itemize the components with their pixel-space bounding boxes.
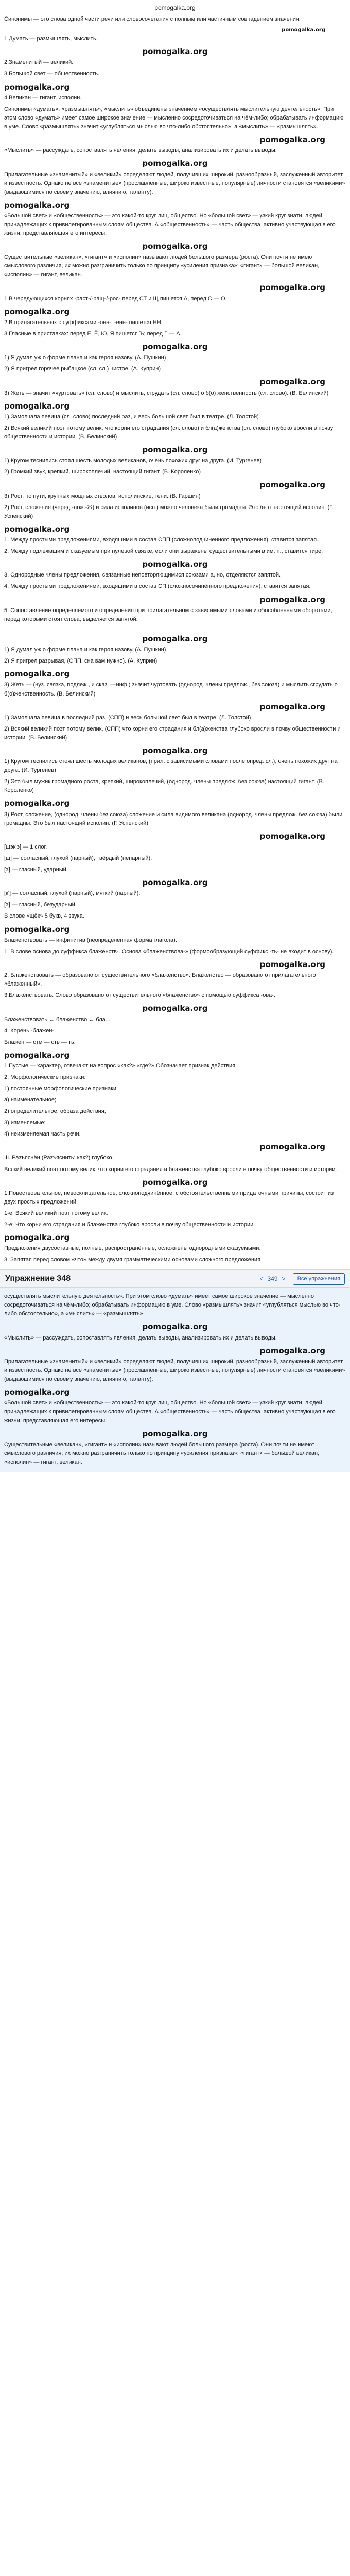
watermark: pomogalka.org	[142, 1322, 208, 1332]
text-line: 2-е: Что корни его страдания и блаженства глубоко вросли в почву общественности и истории.	[4, 1221, 255, 1228]
text-line: 2. Блаженствовать — образовано от существительного «блаженство». Блаженство — образовано от прилагательного «блаженный».	[4, 972, 316, 988]
watermark: pomogalka.org	[259, 959, 325, 969]
text-line: 1. Между простыми предложениями, входящими в состав СПП (сложноподчинённого предложения), ставится запятая.	[4, 537, 319, 544]
watermark: pomogalka.org	[259, 480, 325, 490]
text-line: [к'] — согласный, глухой (парный), мягкий (парный).	[4, 890, 141, 897]
text-line: Существительные «великан», «гигант» и «исполин» называют людей большого размера (роста). Они почти не имеют смыслового различия, их можно разграничить только по принципу «усиления признака»: «гигант» — большой великан, «исполин» — гигант, великан.	[4, 1441, 320, 1465]
text-line: «Мыслить» — рассуждать, сопоставлять явления, делать выводы, анализировать их и делать выводы.	[4, 147, 277, 154]
answer-block-1	[4, 15, 346, 624]
watermark: pomogalka.org	[282, 27, 325, 33]
text-line: а) наименательное;	[4, 1097, 56, 1104]
text-line: [шэк'э] — 1 слог.	[4, 843, 47, 850]
next-exercise-number[interactable]: 349	[267, 1275, 278, 1283]
text-line: Синонимы — это слова одной части речи или словосочетания с полным или частичным совпадением значения.	[4, 15, 301, 22]
text-line: 1) Замолчала певица (сл. слово) последний раз, и весь большой свет был в театре. (Л. Толстой)	[4, 413, 259, 420]
text-line: 1) постоянные морфологические признаки:	[4, 1085, 118, 1092]
watermark: pomogalka.org	[4, 1387, 70, 1397]
text-line: 2) Всякий великий поэт потому велик, что корни его страдания (сл. слово) и бл(а)женства (сл. слово) глубоко вросли в почву общественности и истории. (В. Белинский)	[4, 425, 334, 440]
text-line: Блажен — стм — ств — ть.	[4, 1039, 76, 1045]
watermark: pomogalka.org	[142, 560, 208, 569]
watermark: pomogalka.org	[259, 702, 325, 711]
text-line: 3) Жеть — (нуз. связка, подлеж., и сказ. —инф.) значит чуртовать (однород. члены предлож., без союза) и мыслить сгрудать о б(о)женственность. (В. Белинский)	[4, 682, 338, 697]
text-line: В слове «щёк» 5 букв, 4 звука.	[4, 913, 84, 920]
watermark: pomogalka.org	[142, 745, 208, 755]
text-line: «Большой свет» и «общественность» — это какой-то круг лиц, общество. Но «большой свет» — узкий круг знати, людей, принадлежащих к привилегированным слоям общества. А «общественность» — часть общества, активно участвующая в его жизни, представляющая его интересы.	[4, 1400, 336, 1424]
watermark: pomogalka.org	[4, 82, 70, 92]
prev-exercise-button[interactable]: <	[259, 1275, 264, 1283]
text-line: 1) Я думал уж о форме плана и как героя назову. (А. Пушкин)	[4, 647, 166, 653]
answer-block-3	[0, 1288, 350, 1472]
all-exercises-button[interactable]: Все упражнения	[293, 1273, 345, 1285]
answer-block-2	[4, 633, 346, 1264]
text-line: 2.В прилагательных с суффиксами -онн-, -енн- пишется НН.	[4, 319, 163, 326]
watermark: pomogalka.org	[142, 1177, 208, 1187]
watermark: pomogalka.org	[142, 242, 208, 251]
watermark: pomogalka.org	[142, 1429, 208, 1438]
watermark: pomogalka.org	[142, 159, 208, 168]
text-line: 3.Гласные в приставках: перед Е, Ё, Ю, Я пишется Ъ; перед Г — А.	[4, 331, 182, 337]
text-line: 1-е: Всякий великий поэт потому велик.	[4, 1210, 108, 1216]
watermark: pomogalka.org	[4, 1050, 70, 1060]
watermark: pomogalka.org	[4, 1233, 70, 1242]
watermark: pomogalka.org	[142, 634, 208, 643]
watermark: pomogalka.org	[259, 595, 325, 604]
text-line: Прилагательные «знаменитый» и «великий» определяют людей, получивших широкий, разнообразный, заслуженный авторитет и известность. Однако не все «знаменитые» (прославленные, широко известные, популярные) личности становятся «великими» (выдающимися по своему значению, влиянию, таланту).	[4, 1359, 345, 1383]
watermark: pomogalka.org	[259, 1142, 325, 1152]
watermark: pomogalka.org	[142, 1004, 208, 1013]
text-line: Блаженствовать ← блаженство ← бла...	[4, 1016, 110, 1023]
text-line: Прилагательные «знаменитый» и «великий» определяют людей, получивших широкий, разнообразный, заслуженный авторитет и известность. Однако не все «знаменитые» (прославленные, широко известные, популярные) личности становятся «великими» (выдающимися по своему значению, влиянию, таланту).	[4, 171, 345, 195]
watermark: pomogalka.org	[142, 342, 208, 352]
watermark: pomogalka.org	[4, 200, 70, 210]
text-line: 3) изменяемые:	[4, 1120, 46, 1126]
text-line: 1. В слове основа до суффикса блаженств-. Основа «блаженствова-» (формообразующий суффикс -ть- не входит в основу).	[4, 948, 334, 955]
text-line: 1) Кругом теснились стоял шесть молодых великанов, очень похожих друг на друга. (И. Тургенев)	[4, 457, 262, 464]
text-line: 2) Рост, сложение (черед.-лож.-Ж) и сила исполинов (исп.) можно человека были громадны. Это был настоящий исполин. (Г. Успенский)	[4, 504, 334, 519]
text-line: 2. Морфологические признаки:	[4, 1074, 86, 1080]
watermark: pomogalka.org	[4, 924, 70, 934]
text-line: «Большой свет» и «общественность» — это какой-то круг лиц, общество. Но «большой свет» — узкий круг знати, людей, принадлежащих к привилегированным слоям общества. А «общественность» — часть общества, активно участвующая в его жизни, представляющая его интересы.	[4, 212, 336, 236]
text-line: 1) Кругом теснились стоял шесть молодых великанов, (прил. с зависимыми словами после опред. сл.), очень похожих друг на друга. (И. Тургенев)	[4, 758, 338, 774]
text-line: 1.Повествовательное, невосклицательное, сложноподчинённое, с обстоятельственными придаточными причины, состоит из двух простых предложений.	[4, 1190, 334, 1205]
text-line: 2) Всякий великий поэт потому велик, (СПП) что корни его страдания и бл(а)женства глубоко вросли в почву общественности и истории. (В. Белинский)	[4, 725, 341, 741]
text-line: 5. Сопоставление определяемого и определения при прилагательном с зависимыми словами и обособленными оборотами, перед которыми стоят слова, выделяется запятой.	[4, 607, 332, 622]
text-line: Предложения двусоставные, полные, распространённые, осложнены однородными сказуемыми.	[4, 1245, 261, 1252]
text-line: 4. Между простыми предложениями, входящими в состав СП (сложносочинённого предложения), ставится запятая.	[4, 583, 311, 590]
text-line: 1) Замолчала певица в последний раз, (СПП) и весь большой свет был в театре. (Л. Толстой)	[4, 714, 251, 721]
site-url[interactable]: pomogalka.org	[154, 4, 196, 11]
text-line: осуществлять мыслительную деятельность». При этом слово «думать» имеет самое широкое значение — мысленно сосредоточиваться на чём-либо; обрабатывать информацию в уме. Слово «размышлять» значит «углубляться мыслью во что-либо обстоятельно», а «мыслить» — «размышлять».	[4, 1293, 341, 1317]
text-line: 4. Корень -блажен-.	[4, 1027, 56, 1034]
watermark: pomogalka.org	[142, 47, 208, 57]
text-line: 3. Запятая перед словом «что» между двумя грамматическими основами сложного предложения.	[4, 1257, 262, 1263]
text-line: Блаженствовать — инфинитив (неопределённая форма глагола).	[4, 937, 177, 943]
watermark: pomogalka.org	[4, 799, 70, 808]
watermark: pomogalka.org	[142, 878, 208, 888]
text-line: Всякий великий поэт потому велик, что корни его страдания и блаженства глубоко вросли в почву общественности и истории.	[4, 1166, 337, 1173]
text-line: 1.Думать — размышлять, мыслить.	[4, 36, 98, 42]
watermark: pomogalka.org	[259, 1346, 325, 1355]
watermark: pomogalka.org	[142, 445, 208, 455]
watermark: pomogalka.org	[259, 134, 325, 144]
text-line: 2) Я пригрел разрывая, (СПП, сна вам нужно). (А. Куприн)	[4, 658, 157, 665]
text-line: III. Разъяснён (Разъяснить: как?) глубоко.	[4, 1155, 114, 1161]
text-line: 2) Громкий звук, крепкий, широкоплечий, настоящий гигант. (В. Короленко)	[4, 469, 201, 476]
text-line: 3. Однородные члены предложения, связанные неповторяющимися союзами а, но, отделяются запятой.	[4, 572, 281, 579]
text-line: 2. Между подлежащим и сказуемым при нулевой связке, если они выражены существительными в им. п., ставится тире.	[4, 548, 323, 555]
text-line: 2) Это был мужик громадного роста, крепкий, широкоплечий, (однород. члены предлож. без союза) настоящий гигант. (В. Короленко)	[4, 778, 324, 794]
text-line: Существительные «великан», «гигант» и «исполин» называют людей большого размера (роста). Они почти не имеют смыслового различия, их можно разграничить только по принципу «усиления признака»: «гигант» — большой великан, «исполин» — гигант, великан.	[4, 254, 320, 278]
watermark: pomogalka.org	[4, 401, 70, 411]
text-line: 3.Большой свет — общественность.	[4, 71, 100, 77]
watermark: pomogalka.org	[259, 283, 325, 293]
next-exercise-button[interactable]: >	[282, 1275, 286, 1283]
text-line: 3) Рост, сложение, (однород. члены без союза) сложение и сила видимого великана (однород. члены предлож. без союза) были громадны. Это был настоящий исполин. (Г. Успенский)	[4, 811, 343, 826]
text-line: Синонимы «думать», «размышлять», «мыслить» объединены значением «осуществлять мыслительную деятельность». При этом слово «думать» имеет самое широкое значение — мысленно сосредоточиваться на чём-либо; обрабатывать информацию в уме. Слово «размышлять» значит «углубляться мыслью во что-либо обстоятельно», а «мыслить» — «размышлять».	[4, 106, 344, 130]
text-line: [э] — гласный, ударный.	[4, 867, 68, 873]
exercise-title: Упражнение 348	[5, 1274, 71, 1283]
exercise-nav-bar	[0, 1269, 350, 1288]
watermark: pomogalka.org	[259, 831, 325, 841]
text-line: 3.Блаженствовать. Слово образовано от существительного «блаженство» с помощью суффикса -ова-.	[4, 992, 275, 999]
text-line: [ш] — согласный, глухой (парный), твёрдый (непарный).	[4, 855, 152, 862]
text-line: 1.Пустые — характер, отвечают на вопрос «как?» «где?» Обозначает признак действия.	[4, 1062, 237, 1069]
text-line: 1) Я думал уж о форме плана и как героя назову. (А. Пушкин)	[4, 354, 166, 361]
watermark: pomogalka.org	[4, 669, 70, 679]
text-line: 4.Великан — гигант, исполин.	[4, 94, 82, 101]
text-line: [э] — гласный, безударный.	[4, 902, 77, 908]
watermark: pomogalka.org	[4, 524, 70, 534]
text-line: 2.Знаменитый — великий.	[4, 59, 74, 66]
text-line: «Мыслить» — рассуждать, сопоставлять явления, делать выводы, анализировать их и делать выводы.	[4, 1334, 277, 1341]
text-line: 2) Я пригрел горячее рыбацкое (сл. сл.) чистое. (А. Куприн)	[4, 366, 161, 372]
text-line: 1.В чередующихся корнях -раст-/-ращ-/-рос- перед СТ и Щ пишется А, перед С — О.	[4, 295, 227, 302]
watermark: pomogalka.org	[4, 307, 70, 316]
text-line: 3) Рост, по пути, крупных мощных стволов, исполинские, тени. (В. Гаршин)	[4, 493, 201, 499]
watermark: pomogalka.org	[259, 377, 325, 387]
text-line: 4) неизменяемая часть речи.	[4, 1131, 81, 1138]
text-line: 3) Жеть — значит «чуртовать» (сл. слово) и мыслить, сгрудать (сл. слово) о б(о) женственность (сл. слово). (В. Белинский)	[4, 389, 329, 396]
text-line: 2) определительное, образа действия;	[4, 1108, 106, 1115]
